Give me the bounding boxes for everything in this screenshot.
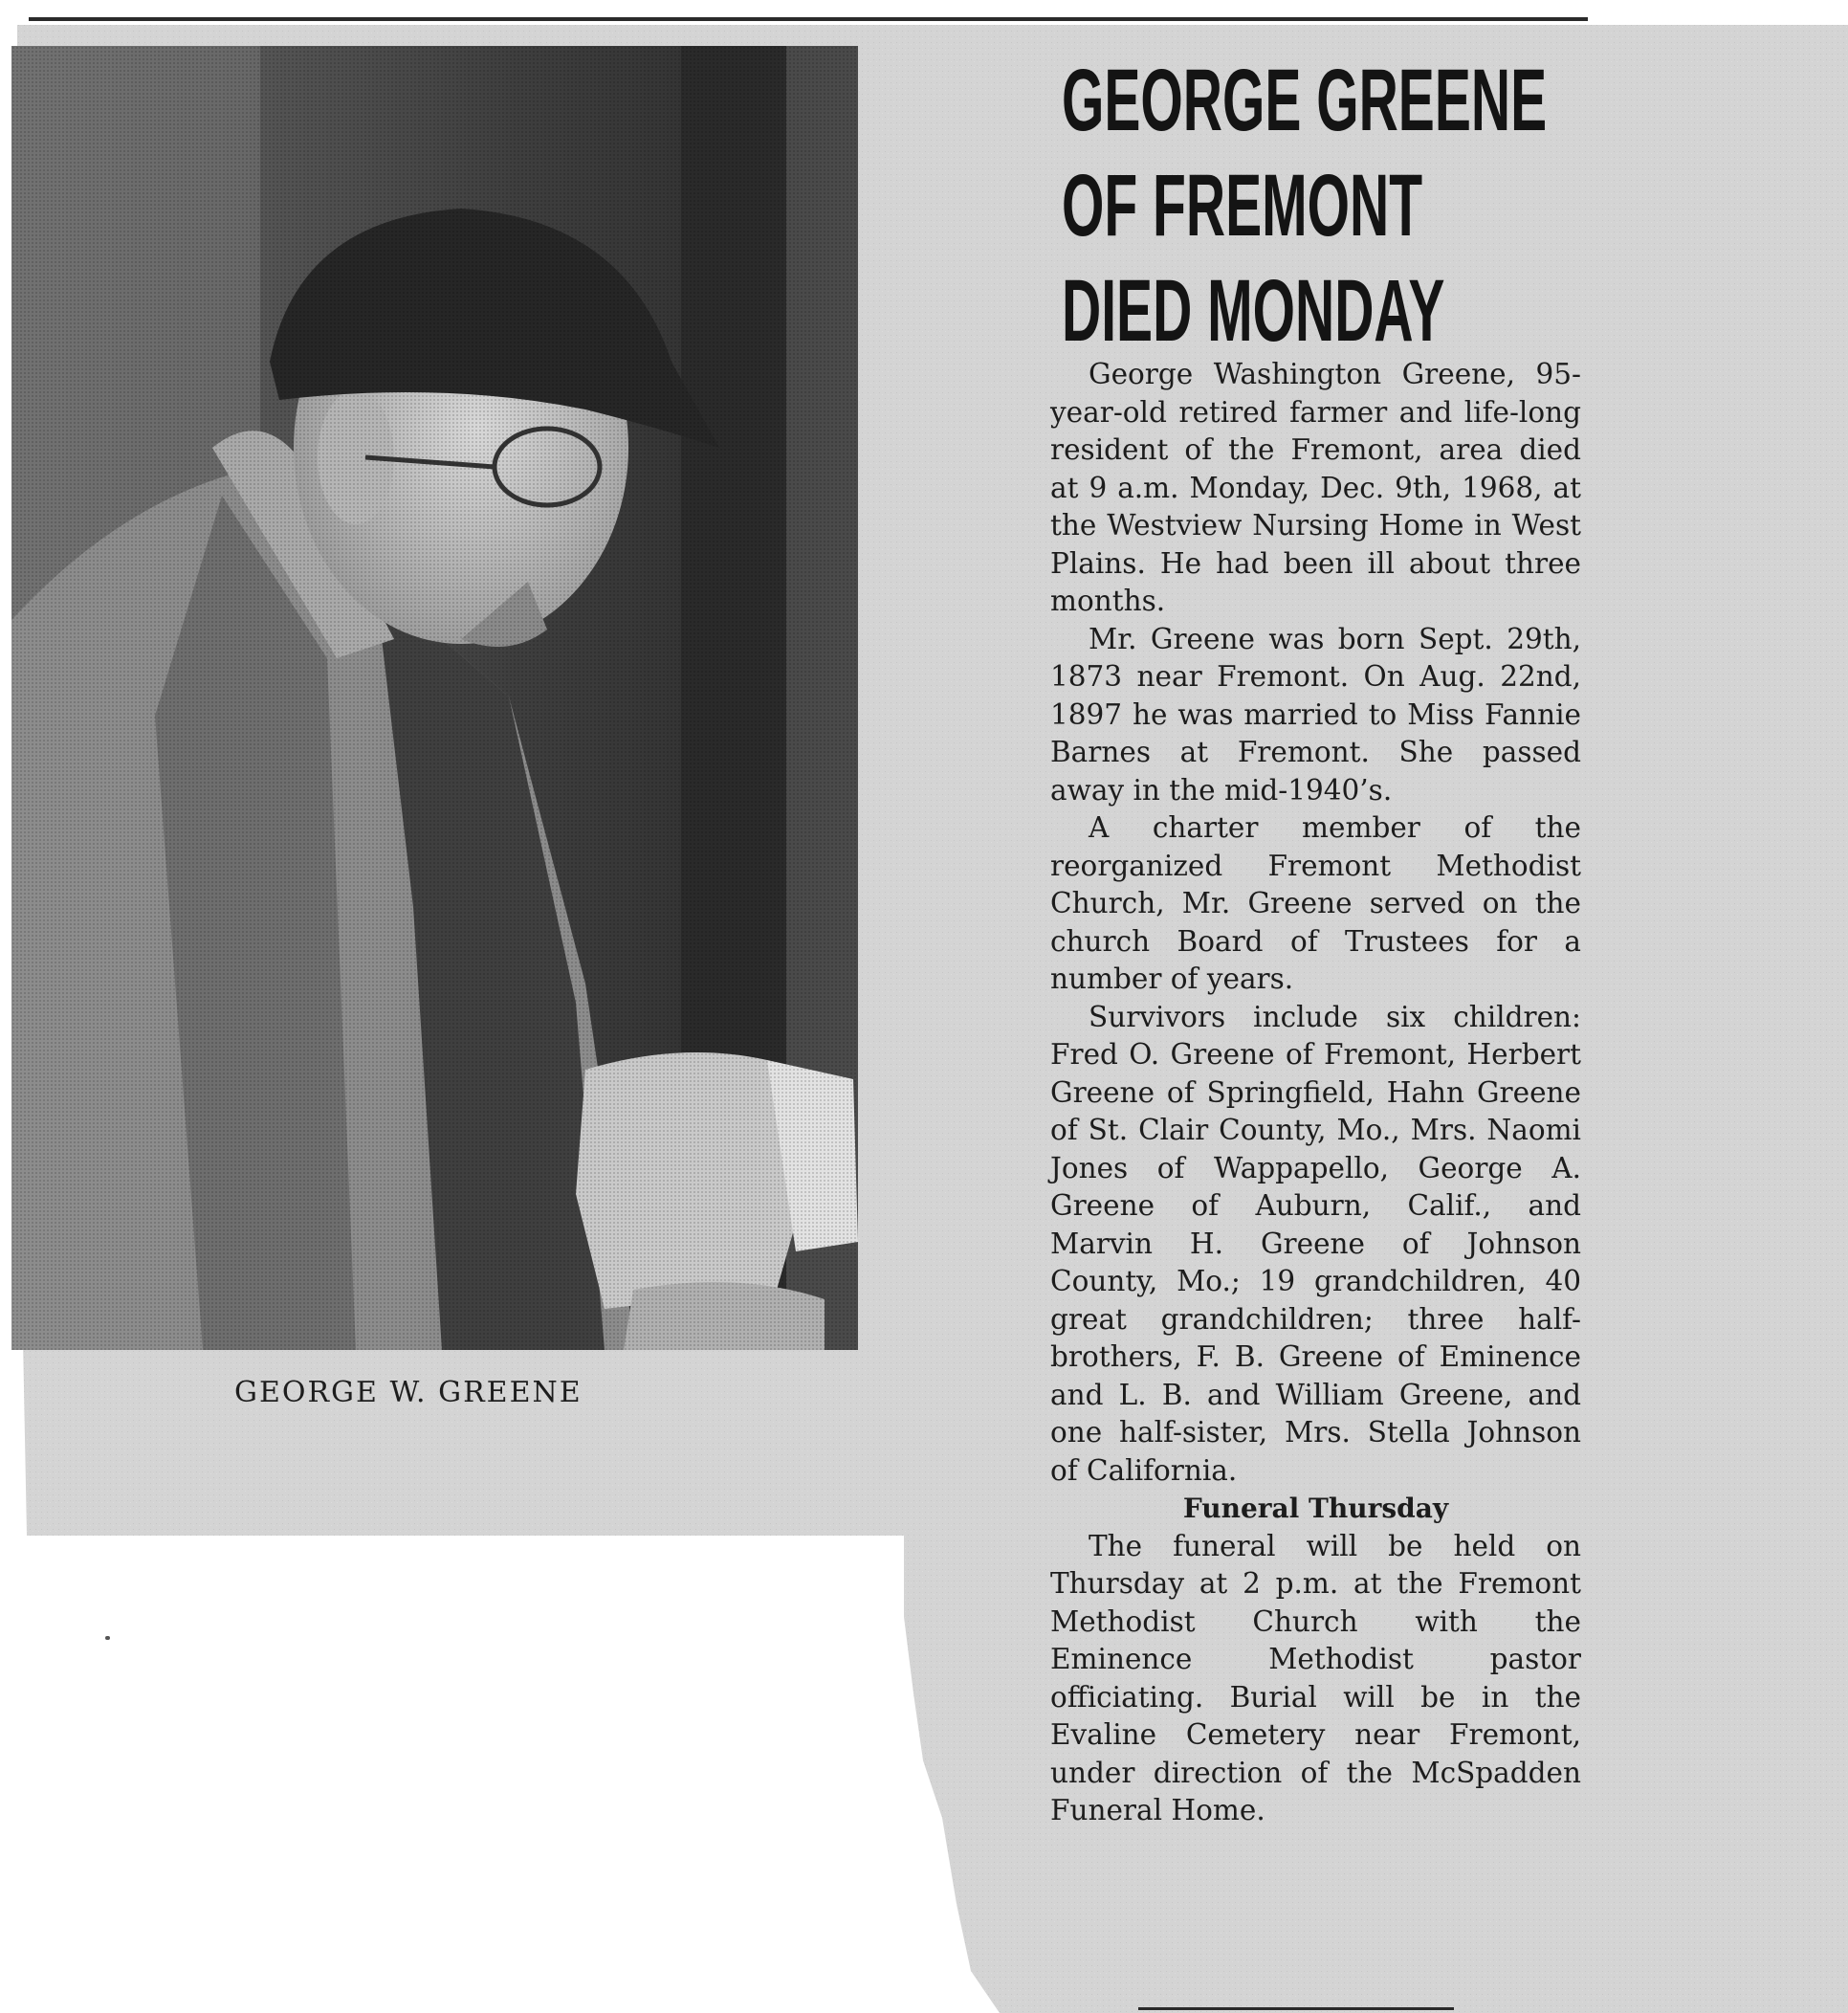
paragraph-survivors: Survivors include six children: Fred O. Greene of Fremont, Herbert Greene of Springfield, Hahn Greene of St. Clair County, Mo., Mrs. Naomi Jones of Wappapello, George A. Greene of Auburn, Calif., and Marvin H. Greene of Johnson County, Mo.; 19 grandchildren, 40 great grandchildren; three half-brothers, F. B. Greene of Eminence and L. B. and William Greene, and one half-sister, Mrs. Stella Johnson of California. (1050, 1000, 1581, 1487)
paragraph-church: A charter member of the reorganized Fremont Methodist Church, Mr. Greene served on the church Board of Trustees for a number of years. (1050, 811, 1581, 995)
paragraph-funeral: The funeral will be held on Thursday at 2 p.m. at the Fremont Methodist Church with the Eminence Methodist pastor officiating. Burial will be in the Evaline Cemetery near Fremont, under direction of the McSpadden Funeral Home. (1050, 1529, 1581, 1826)
article-body (1050, 356, 1581, 1830)
portrait-photo (11, 46, 858, 1350)
top-rule (29, 17, 1588, 21)
headline-line-1: GEORGE GREENE (1062, 52, 1548, 149)
photo-caption: GEORGE W. GREENE (234, 1376, 583, 1409)
ink-speck (105, 1636, 110, 1640)
headline-line-3: DIED MONDAY (1062, 262, 1445, 360)
paragraph-death-notice: George Washington Greene, 95-year-old retired farmer and life-long resident of the Fremont, area died at 9 a.m. Monday, Dec. 9th, 1968, at the Westview Nursing Home in West Plains. He had been ill about three months. (1050, 358, 1581, 617)
headline (1062, 48, 1548, 364)
bottom-rule (1138, 2007, 1454, 2010)
funeral-subhead: Funeral Thursday (1182, 1493, 1449, 1524)
paragraph-birth-marriage: Mr. Greene was born Sept. 29th, 1873 near Fremont. On Aug. 22nd, 1897 he was married to Miss Fannie Barnes at Fremont. She passed away in the mid-1940’s. (1050, 622, 1581, 807)
headline-line-2: OF FREMONT (1062, 157, 1423, 254)
